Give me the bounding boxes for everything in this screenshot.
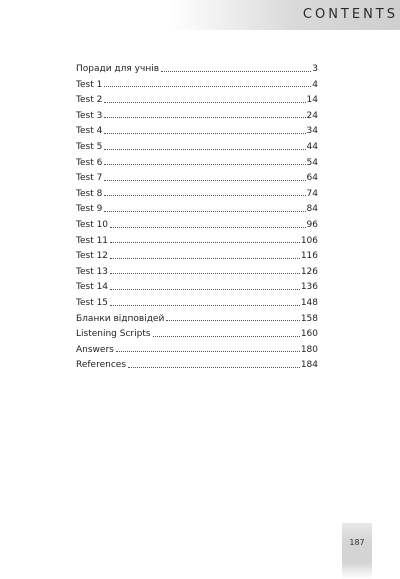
toc-entry-page: 126 — [300, 266, 318, 277]
dot-leader — [104, 149, 305, 150]
toc-entry[interactable] — [76, 358, 318, 374]
toc-entry-label: Listening Scripts — [76, 329, 151, 340]
toc-entry[interactable] — [76, 312, 318, 328]
dot-leader — [110, 289, 300, 290]
toc-entry-label: Test 5 — [76, 141, 103, 152]
toc-entry[interactable] — [76, 249, 318, 265]
toc-entry-label: Test 8 — [76, 188, 103, 199]
dot-leader — [110, 258, 300, 259]
dot-leader — [104, 117, 305, 118]
toc-entry-label: Бланки відповідей — [76, 313, 165, 324]
toc-entry-page: 24 — [306, 110, 318, 121]
toc-entry-label: Test 15 — [76, 297, 109, 308]
toc-entry[interactable] — [76, 78, 318, 94]
dot-leader — [104, 86, 311, 87]
dot-leader — [104, 102, 305, 103]
toc-entry-page: 180 — [300, 344, 318, 355]
toc-entry-label: Test 2 — [76, 95, 103, 106]
toc-entry-page: 64 — [306, 173, 318, 184]
toc-entry-page: 74 — [306, 188, 318, 199]
header-band — [170, 0, 400, 30]
toc-entry-page: 116 — [300, 251, 318, 262]
toc-entry-page: 106 — [300, 235, 318, 246]
toc-entry-label: Test 3 — [76, 110, 103, 121]
dot-leader — [153, 336, 300, 337]
dot-leader — [128, 367, 300, 368]
toc-entry-label: Test 1 — [76, 79, 103, 90]
toc-entry-label: Test 13 — [76, 266, 109, 277]
toc-entry-page: 34 — [306, 126, 318, 137]
toc-entry-page: 136 — [300, 282, 318, 293]
toc-entry[interactable] — [76, 140, 318, 156]
toc-entry[interactable] — [76, 124, 318, 140]
dot-leader — [104, 164, 305, 165]
toc-entry-label: Test 9 — [76, 204, 103, 215]
toc-entry[interactable] — [76, 265, 318, 281]
page-number: 187 — [349, 538, 365, 547]
dot-leader — [110, 273, 300, 274]
dot-leader — [161, 71, 311, 72]
toc-entry-page: 158 — [300, 313, 318, 324]
toc-entry-page: 148 — [300, 297, 318, 308]
toc-entry[interactable] — [76, 171, 318, 187]
dot-leader — [110, 227, 306, 228]
toc-entry-label: Test 6 — [76, 157, 103, 168]
toc-entry[interactable] — [76, 343, 318, 359]
toc-entry-page: 4 — [312, 79, 318, 90]
dot-leader — [116, 351, 300, 352]
toc-entry[interactable] — [76, 109, 318, 125]
toc-entry-page: 84 — [306, 204, 318, 215]
toc-entry[interactable] — [76, 202, 318, 218]
toc-entry-label: Test 4 — [76, 126, 103, 137]
dot-leader — [104, 133, 305, 134]
toc-entry-page: 96 — [306, 219, 318, 230]
toc-entry-label: Test 14 — [76, 282, 109, 293]
toc-entry[interactable] — [76, 280, 318, 296]
toc-entry-page: 54 — [306, 157, 318, 168]
toc-entry-page: 14 — [306, 95, 318, 106]
toc-entry[interactable] — [76, 187, 318, 203]
toc-entry-page: 184 — [300, 360, 318, 371]
toc-entry[interactable] — [76, 327, 318, 343]
toc-entry-page: 160 — [300, 329, 318, 340]
footer-band — [342, 523, 372, 579]
dot-leader — [104, 180, 305, 181]
toc-entry[interactable] — [76, 62, 318, 78]
toc-entry-label: Test 7 — [76, 173, 103, 184]
toc-entry-label: Test 11 — [76, 235, 109, 246]
toc-entry-label: Поради для учнів — [76, 64, 160, 74]
toc-entry[interactable] — [76, 218, 318, 234]
toc-entry[interactable] — [76, 296, 318, 312]
toc-entry-page: 44 — [306, 141, 318, 152]
dot-leader — [110, 242, 300, 243]
toc-entry[interactable] — [76, 234, 318, 250]
toc-entry-label: References — [76, 360, 127, 371]
toc-entry-label: Test 12 — [76, 251, 109, 262]
dot-leader — [104, 195, 305, 196]
toc-entry-page: 3 — [312, 64, 318, 74]
dot-leader — [104, 211, 305, 212]
toc-entry-label: Test 10 — [76, 219, 109, 230]
table-of-contents — [76, 62, 318, 374]
toc-entry-label: Answers — [76, 344, 114, 355]
toc-entry[interactable] — [76, 93, 318, 109]
dot-leader — [166, 320, 300, 321]
toc-entry[interactable] — [76, 156, 318, 172]
page-title: CONTENTS — [302, 7, 398, 22]
dot-leader — [110, 305, 300, 306]
